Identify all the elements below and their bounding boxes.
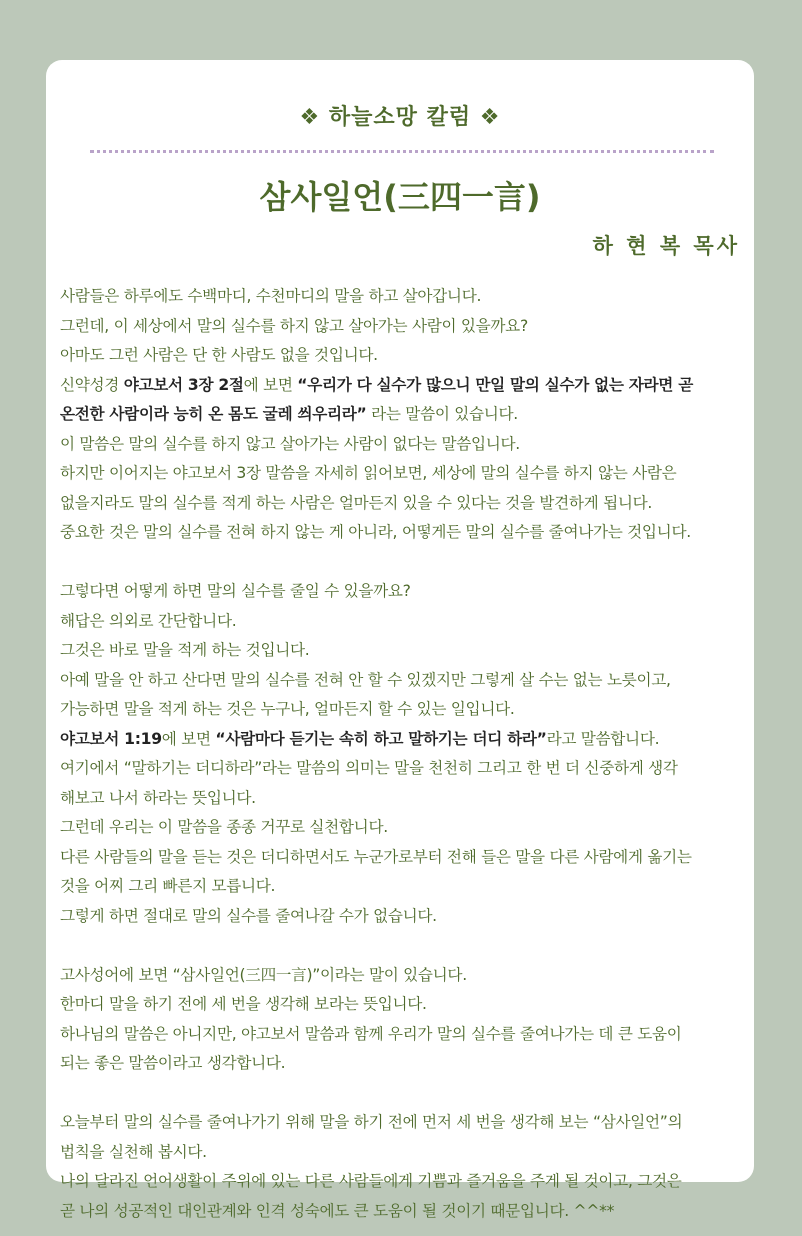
paragraph-gap — [60, 1079, 750, 1109]
text-span: 에 보면 — [243, 375, 298, 394]
column-card — [46, 60, 754, 1220]
body-line: 곧 나의 성공적인 대인관계와 인격 성숙에도 큰 도움이 될 것이기 때문입니다. ^^** — [60, 1201, 615, 1220]
body-line: 이 말씀은 말의 실수를 하지 않고 살아가는 사람이 없다는 말씀입니다. — [60, 434, 520, 453]
body-line: 하지만 이어지는 야고보서 3장 말씀을 자세히 읽어보면, 세상에 말의 실수를 하지 않는 사람은 — [60, 464, 677, 482]
body-line — [60, 400, 750, 430]
body-line: 한마디 말을 하기 전에 세 번을 생각해 보라는 뜻입니다. — [60, 995, 427, 1013]
body-line: 것을 어찌 그리 빠른지 모릅니다. — [60, 877, 276, 895]
scripture-quote: “사람마다 듣기는 속히 하고 말하기는 더디 하라” — [215, 729, 547, 748]
body-line: 되는 좋은 말씀이라고 생각합니다. — [60, 1054, 286, 1072]
body-line: 고사성어에 보면 “삼사일언(三四一言)”이라는 말이 있습니다. — [60, 965, 467, 984]
text-span: 에 보면 — [161, 729, 216, 748]
body-line: 그런데 우리는 이 말씀을 종종 거꾸로 실천합니다. — [60, 818, 388, 836]
body-line: 없을지라도 말의 실수를 적게 하는 사람은 얼마든지 있을 수 있다는 것을 발견하게 됩니다. — [60, 493, 653, 512]
article-title: 삼사일언(三四一言) — [259, 178, 541, 216]
body-line: 아마도 그런 사람은 단 한 사람도 없을 것입니다. — [60, 346, 378, 364]
body-line: 아예 말을 안 하고 산다면 말의 실수를 전혀 안 할 수 있겠지만 그렇게 살 수는 없는 노릇이고, — [60, 670, 671, 689]
body-line: 오늘부터 말의 실수를 줄여나가기 위해 말을 하기 전에 먼저 세 번을 생각해 보는 “삼사일언”의 — [60, 1113, 683, 1131]
body-line: 중요한 것은 말의 실수를 전혀 하지 않는 게 아니라, 어떻게든 말의 실수를 줄여나가는 것입니다. — [60, 523, 691, 541]
body-line: 그렇게 하면 절대로 말의 실수를 줄여나갈 수가 없습니다. — [60, 906, 437, 925]
body-line: 해보고 나서 하라는 뜻입니다. — [60, 788, 256, 807]
scripture-quote: “우리가 다 실수가 많으니 만일 말의 실수가 없는 자라면 곧 — [297, 375, 693, 394]
text-span: 라는 말씀이 있습니다. — [366, 405, 518, 423]
scripture-quote: 온전한 사람이라 능히 온 몸도 굴레 씌우리라” — [60, 405, 367, 423]
text-span: 라고 말씀합니다. — [546, 729, 660, 748]
paragraph-gap — [60, 931, 750, 961]
body-line: 가능하면 말을 적게 하는 것은 누구나, 얼마든지 할 수 있는 일입니다. — [60, 700, 515, 718]
body-line: 다른 사람들의 말을 듣는 것은 더디하면서도 누군가로부터 전해 들은 말을 다른 사람에게 옮기는 — [60, 847, 692, 866]
body-line: 해답은 의외로 간단합니다. — [60, 611, 237, 630]
body-line: 그렇다면 어떻게 하면 말의 실수를 줄일 수 있을까요? — [60, 582, 411, 600]
body-line: 그것은 바로 말을 적게 하는 것입니다. — [60, 641, 310, 659]
body-line: 사람들은 하루에도 수백마디, 수천마디의 말을 하고 살아갑니다. — [60, 287, 482, 305]
scripture-reference: 야고보서 3장 2절 — [123, 375, 244, 394]
paragraph-gap — [60, 548, 750, 578]
body-line: 여기에서 “말하기는 더디하라”라는 말씀의 의미는 말을 천천히 그리고 한 번 더 신중하게 생각 — [60, 759, 678, 777]
dotted-divider — [90, 150, 714, 153]
body-line: 법칙을 실천해 봅시다. — [60, 1142, 207, 1161]
body-line — [60, 371, 750, 401]
body-line: 그런데, 이 세상에서 말의 실수를 하지 않고 살아가는 사람이 있을까요? — [60, 316, 528, 335]
text-span: 신약성경 — [60, 375, 124, 394]
column-heading: ❖ 하늘소망 칼럼 ❖ — [299, 105, 501, 130]
body-line — [60, 725, 750, 755]
article-author: 하 현 복 목사 — [592, 234, 740, 258]
body-line: 나의 달라진 언어생활이 주위에 있는 다른 사람들에게 기쁨과 즐거움을 주게 될 것이고, 그것은 — [60, 1172, 682, 1190]
article-body — [60, 282, 750, 1226]
body-line: 하나님의 말씀은 아니지만, 야고보서 말씀과 함께 우리가 말의 실수를 줄여나가는 데 큰 도움이 — [60, 1024, 682, 1043]
scripture-reference: 야고보서 1:19 — [60, 729, 162, 748]
